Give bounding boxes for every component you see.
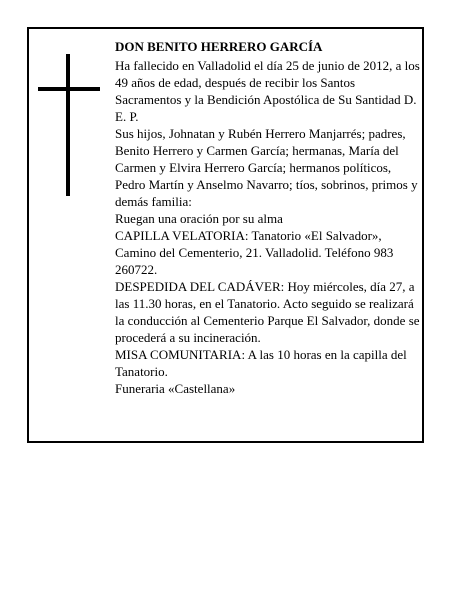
deceased-name: DON BENITO HERRERO GARCÍA	[115, 39, 323, 54]
cross-horizontal-bar	[38, 87, 100, 91]
obituary-text	[115, 38, 420, 397]
cross-vertical-bar	[66, 54, 70, 196]
mass-info: MISA COMUNITARIA: A las 10 horas en la capilla del Tanatorio.	[115, 347, 407, 379]
death-info: Ha fallecido en Valladolid el día 25 de junio de 2012, a los 49 años de edad, después de recibir los Santos Sacramentos y la Bendición Apostólica de Su Santidad D. E. P.	[115, 58, 420, 124]
cross-icon	[38, 54, 100, 196]
family-list: Sus hijos, Johnatan y Rubén Herrero Manjarrés; padres, Benito Herrero y Carmen García; hermanas, María del Carmen y Elvira Herrero García; hermanos políticos, Pedro Martín y Anselmo Navarro; tíos, sobrinos, primos y demás familia:	[115, 126, 418, 209]
funeral-home: Funeraria «Castellana»	[115, 381, 236, 396]
chapel-info: CAPILLA VELATORIA: Tanatorio «El Salvador», Camino del Cementerio, 21. Valladolid. Teléfono 983 260722.	[115, 228, 394, 277]
farewell-info: DESPEDIDA DEL CADÁVER: Hoy miércoles, día 27, a las 11.30 horas, en el Tanatorio. Acto seguido se realizará la conducción al Cementerio Parque El Salvador, donde se procederá a su incineración.	[115, 279, 420, 345]
prayer-request: Ruegan una oración por su alma	[115, 211, 283, 226]
